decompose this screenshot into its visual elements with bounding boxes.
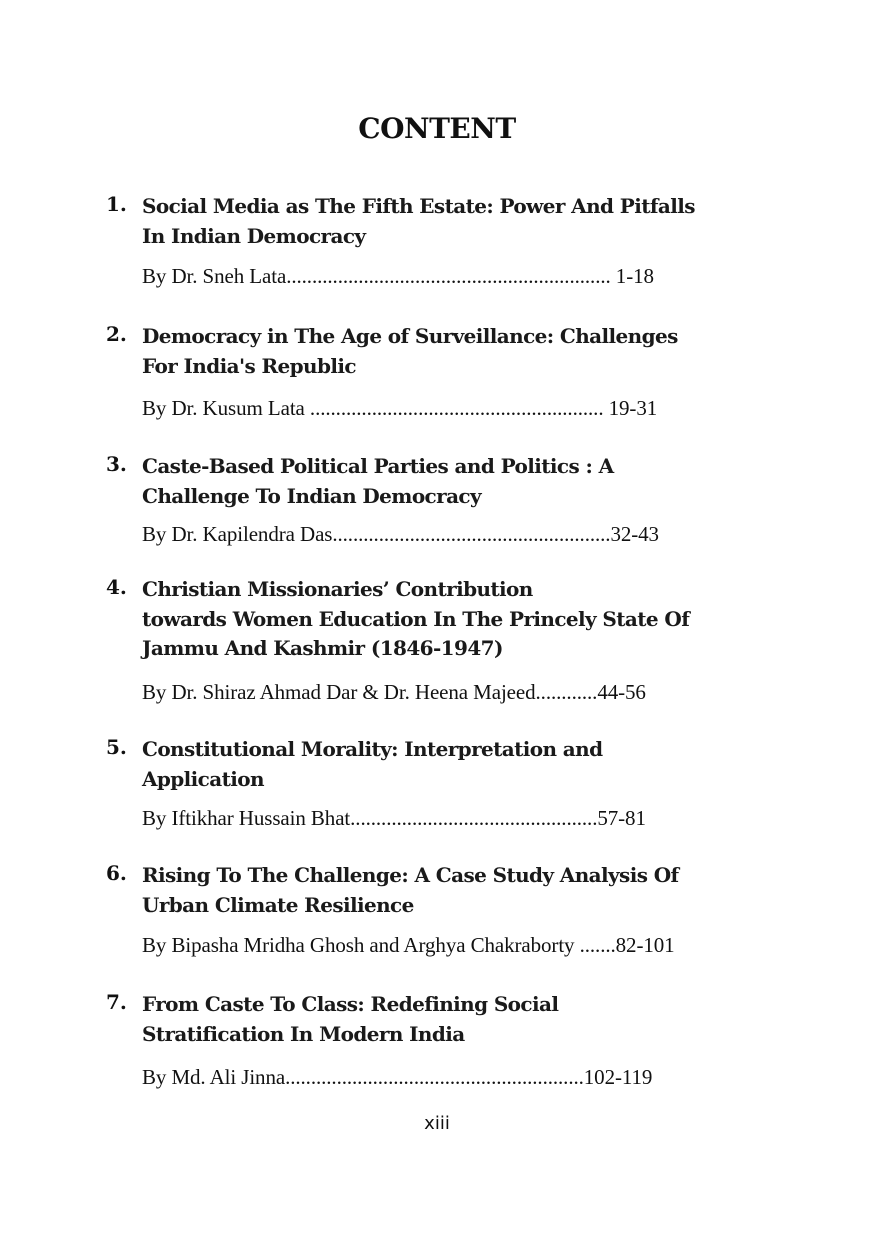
title-line: Caste-Based Political Parties and Politics : A bbox=[142, 454, 614, 478]
entry-author-line: By Iftikhar Hussain Bhat................................................57-81 bbox=[142, 806, 646, 830]
entry-title bbox=[142, 322, 678, 381]
entry-author-line: By Dr. Sneh Lata............................................................... 1-18 bbox=[142, 264, 654, 288]
title-line: Social Media as The Fifth Estate: Power And Pitfalls bbox=[142, 194, 695, 218]
title-line: Democracy in The Age of Surveillance: Challenges bbox=[142, 324, 678, 348]
entry-author-line: By Dr. Kapilendra Das......................................................32-43 bbox=[142, 522, 659, 546]
entry-title bbox=[142, 192, 695, 251]
page-number: xiii bbox=[424, 1113, 450, 1134]
entry-title bbox=[142, 861, 679, 920]
entry-author-line: By Dr. Shiraz Ahmad Dar & Dr. Heena Majeed............44-56 bbox=[142, 680, 646, 704]
entry-number: 1. bbox=[106, 192, 127, 216]
title-line: Application bbox=[142, 766, 264, 791]
entry-title bbox=[142, 452, 614, 511]
title-line: towards Women Education In The Princely State Of bbox=[142, 606, 690, 631]
entry-number: 2. bbox=[106, 322, 127, 346]
entry-title bbox=[142, 990, 558, 1049]
entry-number: 4. bbox=[106, 575, 127, 599]
title-line: Challenge To Indian Democracy bbox=[142, 483, 482, 508]
title-line: Constitutional Morality: Interpretation and bbox=[142, 737, 603, 761]
entry-title bbox=[142, 735, 603, 794]
title-line: Urban Climate Resilience bbox=[142, 892, 414, 917]
title-line: Rising To The Challenge: A Case Study Analysis Of bbox=[142, 863, 679, 887]
title-line: From Caste To Class: Redefining Social bbox=[142, 992, 559, 1016]
entry-title bbox=[142, 575, 689, 664]
entry-author-line: By Bipasha Mridha Ghosh and Arghya Chakraborty .......82-101 bbox=[142, 933, 675, 957]
page-title: CONTENT bbox=[358, 112, 516, 145]
entry-number: 7. bbox=[106, 990, 127, 1014]
title-line: Stratification In Modern India bbox=[142, 1021, 465, 1046]
title-line: For India's Republic bbox=[142, 353, 356, 378]
entry-author-line: By Md. Ali Jinna..........................................................102-119 bbox=[142, 1065, 653, 1089]
title-line: Christian Missionaries’ Contribution bbox=[142, 577, 533, 601]
entry-author-line: By Dr. Kusum Lata ......................................................... 19-31 bbox=[142, 396, 658, 420]
entry-number: 5. bbox=[106, 735, 127, 759]
title-line: In Indian Democracy bbox=[142, 223, 366, 248]
entry-number: 6. bbox=[106, 861, 127, 885]
title-line: Jammu And Kashmir (1846-1947) bbox=[142, 636, 503, 660]
entry-number: 3. bbox=[106, 452, 127, 476]
